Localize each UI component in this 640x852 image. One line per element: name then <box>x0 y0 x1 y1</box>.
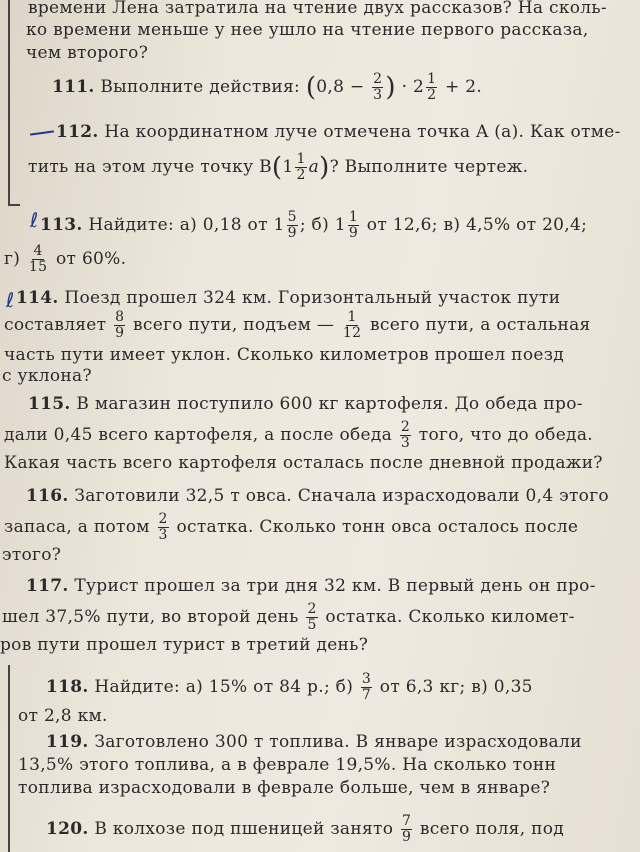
problem-111 <box>52 72 482 103</box>
text: всего пути, подъем — <box>133 315 335 335</box>
fraction <box>348 210 359 241</box>
problem-114-line1 <box>16 288 560 308</box>
text: часть пути имеет уклон. Сколько километров прошел поезд <box>4 345 565 365</box>
expr: · 2 <box>401 77 425 97</box>
denominator: 15 <box>28 259 48 275</box>
problem-116-line3 <box>2 545 61 565</box>
denominator: 2 <box>296 167 306 183</box>
expr: + 2. <box>445 77 483 97</box>
problem-115-line1 <box>28 394 583 414</box>
problem-119-line1 <box>46 732 582 752</box>
fraction <box>28 244 48 275</box>
fraction <box>361 672 372 703</box>
text: ; б) 1 <box>299 215 346 235</box>
text: ко времени меньше у нее ушло на чтение первого рассказа, <box>26 20 589 40</box>
p110-line2 <box>26 20 589 40</box>
denominator: 3 <box>158 527 168 543</box>
denominator: 9 <box>115 325 125 341</box>
fraction <box>306 602 317 633</box>
problem-120-line1 <box>46 814 564 845</box>
text: от 12,6; в) 4,5% от 20,4; <box>366 215 588 235</box>
fraction <box>401 814 412 845</box>
numerator: 5 <box>287 209 297 225</box>
problem-113-line1 <box>40 210 587 241</box>
problem-114-line2 <box>4 310 591 341</box>
text: этого? <box>2 545 62 565</box>
problem-number: 117. <box>26 576 69 596</box>
variable: a <box>308 157 320 177</box>
problem-number: 116. <box>26 486 69 506</box>
text: дали 0,45 всего картофеля, а после обеда <box>4 425 393 445</box>
numerator: 2 <box>307 601 317 617</box>
text: ? Выполните чертеж. <box>329 157 529 177</box>
paren-open: ( <box>271 152 283 183</box>
paren-open: ( <box>305 72 317 103</box>
text: остатка. Сколько тонн овса осталось после <box>176 517 579 537</box>
text: Заготовлено 300 т топлива. В январе израсходовали <box>94 732 582 752</box>
fraction <box>400 420 411 451</box>
text: времени Лена затратила на чтение двух рассказов? На сколь- <box>28 0 607 18</box>
problem-118-line2 <box>18 706 108 726</box>
text: На координатном луче отмечена точка A (a). Как отме- <box>104 122 621 142</box>
paren-close: ) <box>319 152 330 183</box>
text: Найдите: а) 0,18 от 1 <box>88 215 285 235</box>
numerator: 2 <box>373 71 383 87</box>
text: запаса, а потом <box>4 517 150 537</box>
problem-114-line3 <box>4 345 564 365</box>
text: В колхозе под пшеницей занято <box>94 819 394 839</box>
text: Турист прошел за три дня 32 км. В первый день он про- <box>74 576 596 596</box>
fraction <box>372 72 383 103</box>
pen-mark-113: ℓ <box>30 208 39 232</box>
text: того, что до обеда. <box>418 425 593 445</box>
numerator: 1 <box>296 151 306 167</box>
text: остатка. Сколько километ- <box>325 607 575 627</box>
problem-number: 114. <box>16 288 59 308</box>
problem-115-line3 <box>4 453 603 473</box>
text: от 2,8 км. <box>18 706 108 726</box>
problem-117-line2 <box>2 602 575 633</box>
fraction <box>295 152 306 183</box>
problem-113-line2 <box>4 244 126 275</box>
denominator: 3 <box>400 435 411 451</box>
problem-text: Выполните действия: <box>100 77 301 97</box>
text: г) <box>4 249 21 269</box>
numerator: 1 <box>347 309 357 325</box>
problem-number: 111. <box>52 77 95 97</box>
denominator: 9 <box>401 829 412 845</box>
problem-112-line1 <box>56 122 621 142</box>
denominator: 5 <box>307 617 317 633</box>
margin-bracket-2 <box>8 665 10 852</box>
p110-line1 <box>28 0 607 18</box>
text: Поезд прошел 324 км. Горизонтальный участок пути <box>64 288 561 308</box>
text: шел 37,5% пути, во второй день <box>2 607 299 627</box>
problem-112-line2 <box>28 152 528 183</box>
text: Какая часть всего картофеля осталась после дневной продажи? <box>4 453 603 473</box>
fraction <box>342 310 362 341</box>
problem-number: 115. <box>28 394 71 414</box>
text: топлива израсходовали в феврале больше, чем в январе? <box>18 778 551 798</box>
text: составляет <box>4 315 107 335</box>
numerator: 1 <box>348 209 359 225</box>
denominator: 9 <box>348 225 359 241</box>
text: Найдите: а) 15% от 84 р.; б) <box>94 677 354 697</box>
fraction <box>426 72 437 103</box>
integer: 1 <box>282 157 294 177</box>
text: 13,5% этого топлива, а в феврале 19,5%. На сколько тонн <box>18 755 557 775</box>
numerator: 7 <box>401 813 412 829</box>
numerator: 3 <box>361 671 372 687</box>
denominator: 2 <box>427 87 437 103</box>
problem-118-line1 <box>46 672 533 703</box>
numerator: 2 <box>158 511 168 527</box>
text: Заготовили 32,5 т овса. Сначала израсходовали 0,4 этого <box>74 486 609 506</box>
problem-115-line2 <box>4 420 593 451</box>
fraction <box>158 512 169 543</box>
problem-114-line4 <box>2 366 92 386</box>
problem-number: 120. <box>46 819 89 839</box>
p110-line3 <box>26 43 148 63</box>
numerator: 1 <box>427 71 437 87</box>
text: тить на этом луче точку B <box>28 157 272 177</box>
text: от 60%. <box>56 249 127 269</box>
text: всего поля, под <box>419 819 565 839</box>
text: от 6,3 кг; в) 0,35 <box>379 677 533 697</box>
numerator: 8 <box>115 309 125 325</box>
paren-close: ) <box>385 72 396 103</box>
margin-bracket <box>8 0 10 205</box>
text: чем второго? <box>26 43 149 63</box>
problem-117-line3 <box>0 635 368 655</box>
problem-117-line1 <box>26 576 596 596</box>
text: с уклона? <box>2 366 92 386</box>
denominator: 3 <box>373 87 383 103</box>
problem-number: 119. <box>46 732 89 752</box>
pen-mark-114: ℓ <box>6 288 15 312</box>
numerator: 2 <box>400 419 411 435</box>
numerator: 4 <box>33 243 43 259</box>
problem-number: 112. <box>56 122 99 142</box>
fraction <box>114 310 125 341</box>
expr: 0,8 − <box>316 77 365 97</box>
problem-116-line2 <box>4 512 578 543</box>
margin-bracket-bottom <box>8 204 20 206</box>
fraction <box>287 210 298 241</box>
text: всего пути, а остальная <box>370 315 591 335</box>
denominator: 12 <box>342 325 362 341</box>
problem-number: 118. <box>46 677 89 697</box>
text: ров пути прошел турист в третий день? <box>0 635 369 655</box>
text: В магазин поступило 600 кг картофеля. До обеда про- <box>76 394 583 414</box>
problem-number: 113. <box>40 215 83 235</box>
problem-119-line3 <box>18 778 550 798</box>
problem-119-line2 <box>18 755 556 775</box>
denominator: 9 <box>287 225 297 241</box>
pen-dash-mark <box>30 130 54 135</box>
problem-116-line1 <box>26 486 609 506</box>
denominator: 7 <box>361 687 372 703</box>
